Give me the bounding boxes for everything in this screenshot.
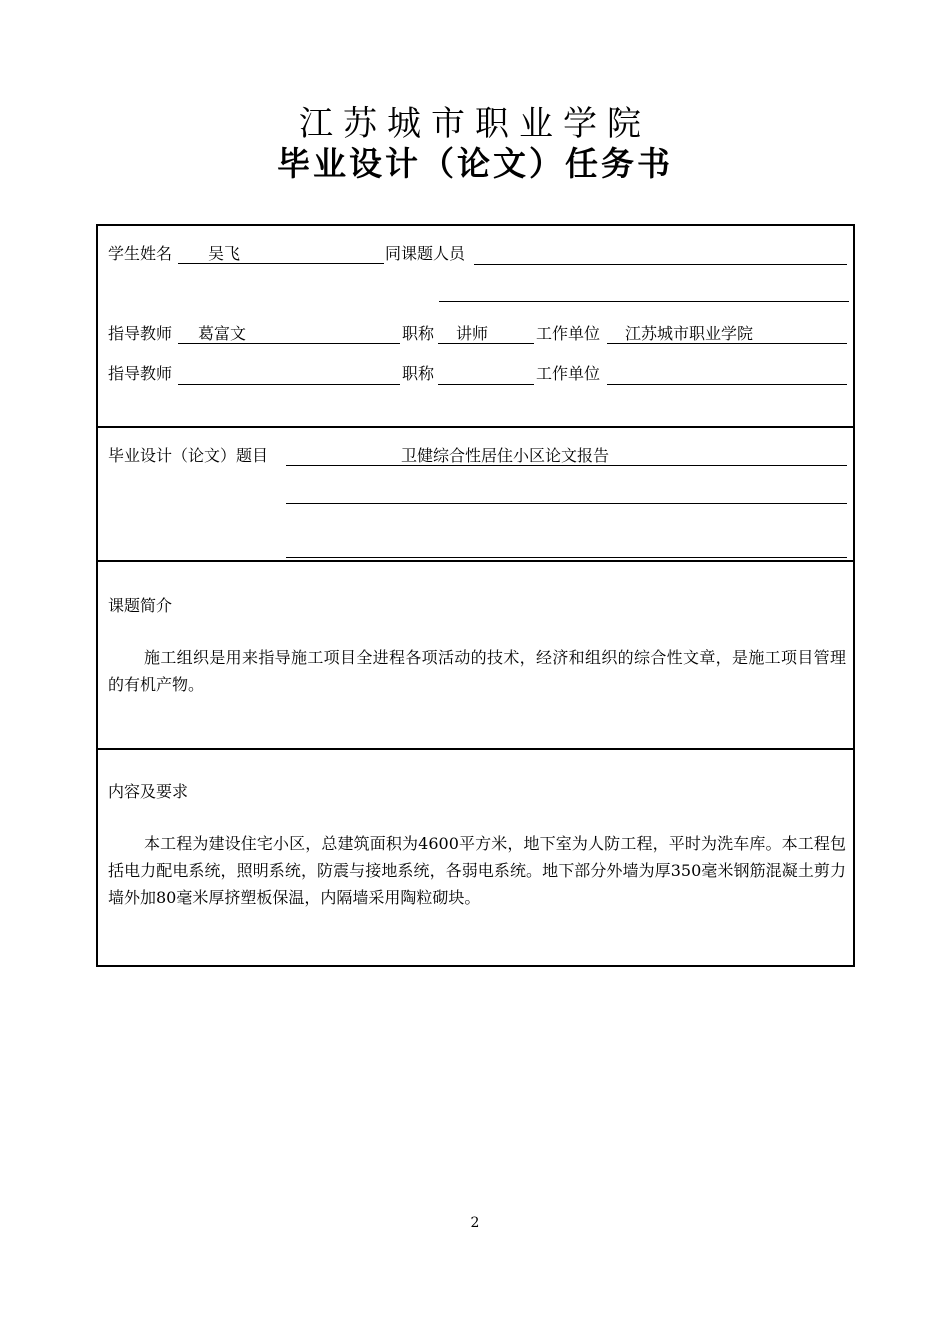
personnel-section bbox=[98, 226, 853, 428]
advisor1-title-value: 讲师 bbox=[438, 324, 534, 344]
advisor1-name: 葛富文 bbox=[178, 324, 400, 344]
team-members-line-2 bbox=[439, 281, 849, 302]
topic-line-3 bbox=[286, 537, 847, 558]
topic-value: 卫健综合性居住小区论文报告 bbox=[286, 446, 847, 466]
student-name-label: 学生姓名 bbox=[108, 244, 173, 263]
advisor2-unit-value bbox=[607, 364, 847, 385]
page-number: 2 bbox=[470, 1215, 480, 1231]
school-name: 江苏城市职业学院 bbox=[299, 104, 651, 144]
content-section bbox=[98, 750, 853, 965]
advisor2-name bbox=[178, 364, 400, 385]
advisor1-label: 指导教师 bbox=[108, 324, 173, 343]
topic-line-2 bbox=[286, 483, 847, 504]
document-title: 毕业设计（论文）任务书 bbox=[277, 144, 673, 183]
advisor1-unit-label: 工作单位 bbox=[536, 324, 601, 343]
advisor1-unit-value: 江苏城市职业学院 bbox=[607, 324, 847, 344]
intro-text: 施工组织是用来指导施工项目全进程各项活动的技术，经济和组织的综合性文章，是施工项目管理的有机产物。 bbox=[108, 648, 846, 694]
advisor2-title-value bbox=[438, 364, 534, 385]
student-name-value: 吴飞 bbox=[178, 244, 384, 264]
intro-heading: 课题简介 bbox=[108, 596, 173, 615]
intro-section bbox=[98, 562, 853, 750]
task-form bbox=[96, 224, 855, 967]
team-members-label: 同课题人员 bbox=[385, 244, 466, 263]
advisor2-unit-label: 工作单位 bbox=[536, 364, 601, 383]
advisor2-title-label: 职称 bbox=[402, 364, 435, 383]
advisor1-title-label: 职称 bbox=[402, 324, 435, 343]
topic-label: 毕业设计（论文）题目 bbox=[108, 446, 269, 465]
team-members-value bbox=[474, 244, 847, 265]
topic-section bbox=[98, 428, 853, 562]
content-text: 本工程为建设住宅小区，总建筑面积为4600平方米，地下室为人防工程，平时为洗车库。本工程包括电力配电系统，照明系统，防震与接地系统，各弱电系统。地下部分外墙为厚350毫米钢筋混凝土剪力墙外加80毫米厚挤塑板保温，内隔墙采用陶粒砌块。 bbox=[108, 834, 846, 907]
content-heading: 内容及要求 bbox=[108, 782, 189, 801]
advisor2-label: 指导教师 bbox=[108, 364, 173, 383]
